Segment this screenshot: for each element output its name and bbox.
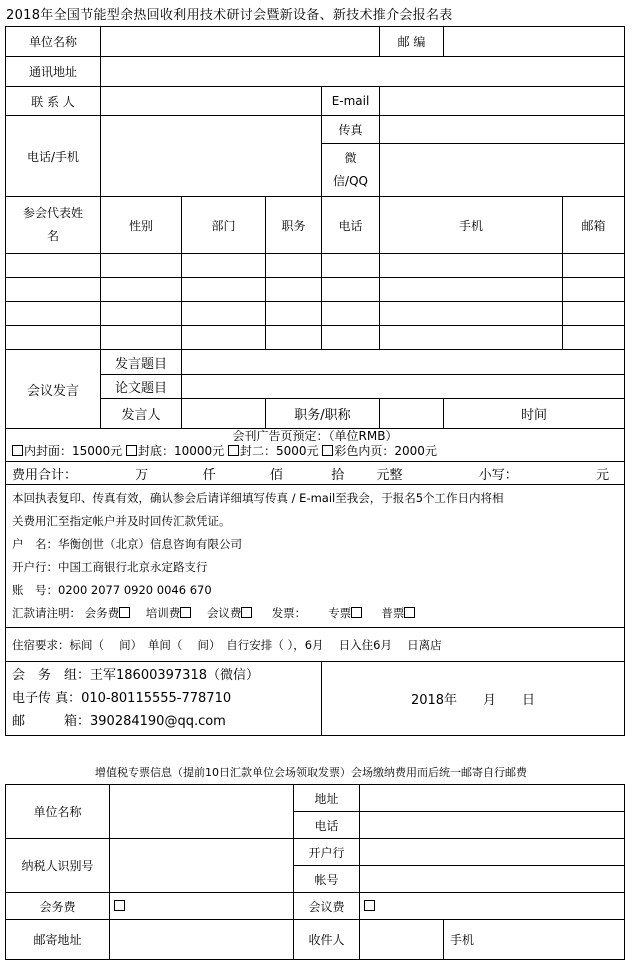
invoice-note: 增值税专票信息（提前10日汇款单位会场领取发票）会场缴纳费用而后统一邮寄自行邮费 — [95, 766, 527, 779]
notice-section: 本回执表复印、传真有效，确认参会后请详细填写传真 / E-mail至我会，于报名5个工作日内将相 关费用汇至指定帐户并及时回传汇款凭证。 户 名：华衡创世（北京）信息咨询有限公司 开户行：中国工商银行北京永定路支行 账 号：0200 2077 0920 0046 670 汇款请注明： 会务费 培训费 会议费 发票： 专票 普票 — [6, 485, 625, 628]
speaker-position-label: 职务/职称 — [266, 399, 380, 429]
invoice-bank-field[interactable] — [360, 839, 625, 866]
email-field[interactable] — [380, 87, 625, 116]
mail-address: 邮 箱：390284190@qq.com — [12, 714, 226, 729]
invoice-info-table — [5, 784, 625, 960]
invoice-unit-label: 单位名称 — [6, 785, 110, 839]
address-field[interactable] — [101, 57, 625, 87]
mobile-header: 手机 — [380, 197, 563, 254]
time-label: 时间 — [444, 399, 625, 429]
department-header: 部门 — [182, 197, 266, 254]
paper-topic-field[interactable] — [182, 375, 625, 399]
checkbox-icon — [241, 607, 252, 618]
account-number: 账 号：0200 2077 0920 0046 670 — [12, 583, 212, 597]
mailbox-header: 邮箱 — [563, 197, 625, 254]
phone-field[interactable] — [101, 116, 322, 197]
speech-topic-label: 发言题目 — [101, 350, 182, 375]
invoice-mobile-label: 手机 — [450, 933, 475, 947]
remit-conference-fee[interactable]: 会务费 — [85, 606, 132, 620]
fee-total-row: 费用合计： 万 仟 佰 拾 元整 小写： 元 — [6, 462, 625, 485]
invoice-phone-field[interactable] — [360, 812, 625, 839]
table-row — [6, 278, 625, 302]
date-field: 2018年 月 日 — [322, 662, 625, 736]
table-row — [6, 326, 625, 350]
bank-name: 开户行：中国工商银行北京永定路支行 — [12, 560, 208, 574]
remit-note: 汇款请注明： 会务费 培训费 会议费 发票： 专票 普票 — [12, 602, 618, 625]
checkbox-icon — [126, 445, 137, 456]
checkbox-icon — [322, 445, 333, 456]
invoice-address-field[interactable] — [360, 785, 625, 812]
registration-form — [5, 26, 625, 736]
invoice-special[interactable]: 专票 — [328, 606, 363, 620]
checkbox-icon — [12, 445, 23, 456]
remit-training-fee[interactable]: 培训费 — [146, 606, 193, 620]
table-row — [6, 254, 625, 278]
notice-text: 本回执表复印、传真有效，确认参会后请详细填写传真 / E-mail至我会，于报名5个工作日内将相 — [12, 491, 504, 505]
email-label: E-mail — [322, 87, 380, 116]
conference-fee-checkbox[interactable] — [110, 893, 294, 920]
invoice-general[interactable]: 普票 — [381, 606, 416, 620]
paper-topic-label: 论文题目 — [101, 375, 182, 399]
fax-label: 传真 — [322, 116, 380, 144]
taxpayer-id-label: 纳税人识别号 — [6, 839, 110, 893]
invoice-mobile-cell[interactable] — [444, 920, 625, 960]
gender-header: 性别 — [101, 197, 182, 254]
checkbox-icon — [351, 607, 362, 618]
mail-address-field[interactable] — [110, 920, 294, 960]
speech-topic-field[interactable] — [182, 350, 625, 375]
invoice-account-label: 帐号 — [294, 866, 360, 893]
postcode-label: 邮 编 — [380, 27, 444, 57]
speaker-position-field[interactable] — [380, 399, 444, 429]
unit-name-label: 单位名称 — [6, 27, 101, 57]
form-title: 2018年全国节能型余热回收利用技术研讨会暨新设备、新技术推介会报名表 — [6, 8, 453, 23]
phone-label: 电话/手机 — [6, 116, 101, 197]
conf-group: 会 务 组：王军18600397318（微信） — [12, 668, 259, 683]
recipient-field[interactable] — [360, 920, 444, 960]
checkbox-icon — [228, 445, 239, 456]
fee-small-label: 小写： — [478, 467, 518, 483]
fee-total-label: 费用合计： — [12, 467, 78, 483]
ad-title: 会刊广告页预定：（单位RMB） — [232, 429, 398, 443]
invoice-account-field[interactable] — [360, 866, 625, 893]
mail-address-label: 邮寄地址 — [6, 920, 110, 960]
checkbox-icon — [119, 607, 130, 618]
contact-label: 联 系 人 — [6, 87, 101, 116]
wechat-field[interactable] — [380, 144, 625, 197]
position-header: 职务 — [266, 197, 322, 254]
ad-option-inner-cover[interactable]: 内封面：15000元 — [12, 444, 122, 458]
address-label: 通讯地址 — [6, 57, 101, 87]
ad-option-cover-two[interactable]: 封二：5000元 — [228, 444, 319, 458]
invoice-address-label: 地址 — [294, 785, 360, 812]
speaker-field[interactable] — [182, 399, 266, 429]
ad-options — [12, 444, 618, 459]
invoice-phone-label: 电话 — [294, 812, 360, 839]
taxpayer-id-field[interactable] — [110, 839, 294, 893]
account-name: 户 名：华衡创世（北京）信息咨询有限公司 — [12, 537, 242, 551]
invoice-unit-field[interactable] — [110, 785, 294, 839]
table-row — [6, 302, 625, 326]
conference-contact — [6, 662, 322, 736]
wechat-label: 微 信/QQ — [322, 144, 380, 197]
contact-field[interactable] — [101, 87, 322, 116]
ad-option-color-page[interactable]: 彩色内页：2000元 — [322, 444, 437, 458]
checkbox-icon — [364, 900, 375, 911]
unit-name-field[interactable] — [101, 27, 380, 57]
checkbox-icon — [404, 607, 415, 618]
recipient-label: 收件人 — [294, 920, 360, 960]
invoice-bank-label: 开户行 — [294, 839, 360, 866]
lodging-row: 住宿要求：标间（ 间） 单间（ 间） 自行安排（ ），6月 日入住6月 日离店 — [6, 628, 625, 662]
meeting-fee-label: 会议费 — [294, 893, 360, 920]
checkbox-icon — [180, 607, 191, 618]
ad-option-back-cover[interactable]: 封底：10000元 — [126, 444, 224, 458]
fax-field[interactable] — [380, 116, 625, 144]
remit-meeting-fee[interactable]: 会议费 — [207, 606, 254, 620]
conference-fee-label: 会务费 — [6, 893, 110, 920]
meeting-fee-checkbox[interactable] — [360, 893, 625, 920]
speaker-label: 发言人 — [101, 399, 182, 429]
telephone-header: 电话 — [322, 197, 380, 254]
postcode-field[interactable] — [444, 27, 625, 57]
delegate-name-header: 参会代表姓 名 — [6, 197, 101, 254]
speech-label: 会议发言 — [6, 350, 101, 429]
ad-section — [6, 429, 625, 462]
e-fax: 电子传 真：010-80115555-778710 — [12, 691, 232, 706]
checkbox-icon — [114, 900, 125, 911]
